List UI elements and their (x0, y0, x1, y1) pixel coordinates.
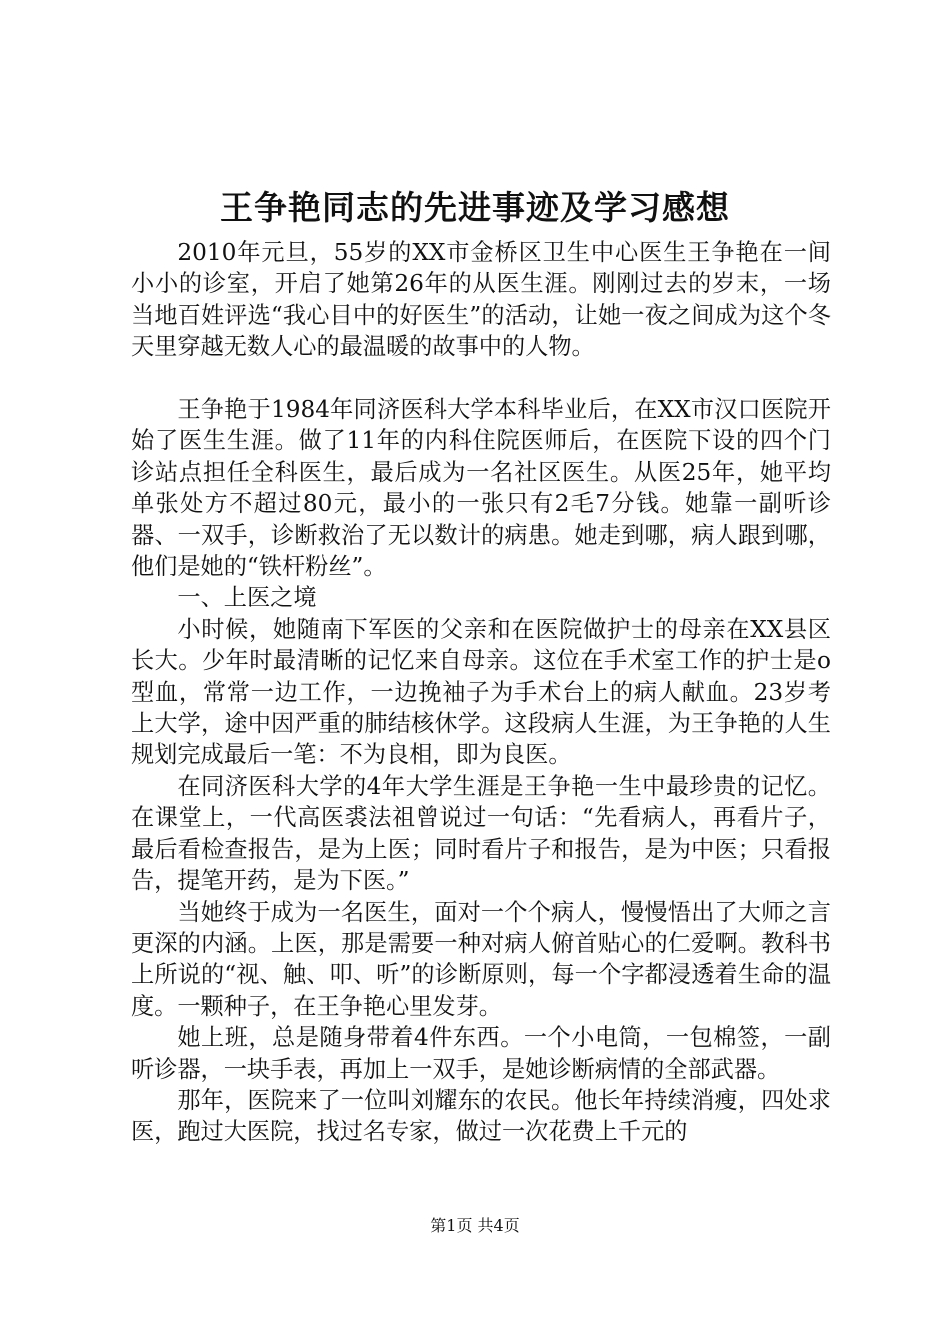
paragraph: 当她终于成为一名医生，面对一个个病人，慢慢悟出了大师之言更深的内涵。上医，那是需要一种对病人俯首贴心的仁爱啊。教科书上所说的“视、触、叩、听”的诊断原则，每一个字都浸透着生命的温度。一颗种子，在王争艳心里发芽。 (131, 898, 831, 1020)
section-heading: 一、上医之境 (177, 584, 317, 612)
paragraph: 2010年元旦，55岁的XX市金桥区卫生中心医生王争艳在一间小小的诊室，开启了她第26年的从医生涯。刚刚过去的岁末，一场当地百姓评选“我心目中的好医生”的活动，让她一夜之间成为这个冬天里穿越无数人心的最温暖的故事中的人物。 (131, 239, 831, 361)
paragraph: 王争艳于1984年同济医科大学本科毕业后，在XX市汉口医院开始了医生生涯。做了11年的内科住院医师后，在医院下设的四个门诊站点担任全科医生，最后成为一名社区医生。从医25年，她平均单张处方不超过80元，最小的一张只有2毛7分钱。她靠一副听诊器、一双手，诊断救治了无以数计的病患。她走到哪，病人跟到哪，他们是她的“铁杆粉丝”。 (131, 396, 831, 581)
document-body (131, 237, 831, 1148)
page-footer: 第1页 共4页 (430, 1216, 520, 1235)
paragraph: 那年，医院来了一位叫刘耀东的农民。他长年持续消瘦，四处求医，跑过大医院，找过名专家，做过一次花费上千元的 (131, 1086, 831, 1146)
document-title: 王争艳同志的先进事迹及学习感想 (220, 188, 730, 227)
paragraph: 小时候，她随南下军医的父亲和在医院做护士的母亲在XX县区长大。少年时最清晰的记忆来自母亲。这位在手术室工作的护士是o型血，常常一边工作，一边挽袖子为手术台上的病人献血。23岁考上大学，途中因严重的肺结核休学。这段病人生涯，为王争艳的人生规划完成最后一笔：不为良相，即为良医。 (131, 615, 831, 769)
paragraph: 她上班，总是随身带着4件东西。一个小电筒，一包棉签，一副听诊器，一块手表，再加上一双手，是她诊断病情的全部武器。 (131, 1024, 831, 1083)
paragraph: 在同济医科大学的4年大学生涯是王争艳一生中最珍贵的记忆。在课堂上，一代高医裘法祖曾说过一句话：“先看病人，再看片子，最后看检查报告，是为上医；同时看片子和报告，是为中医；只看报告，提笔开药，是为下医。” (131, 772, 831, 895)
